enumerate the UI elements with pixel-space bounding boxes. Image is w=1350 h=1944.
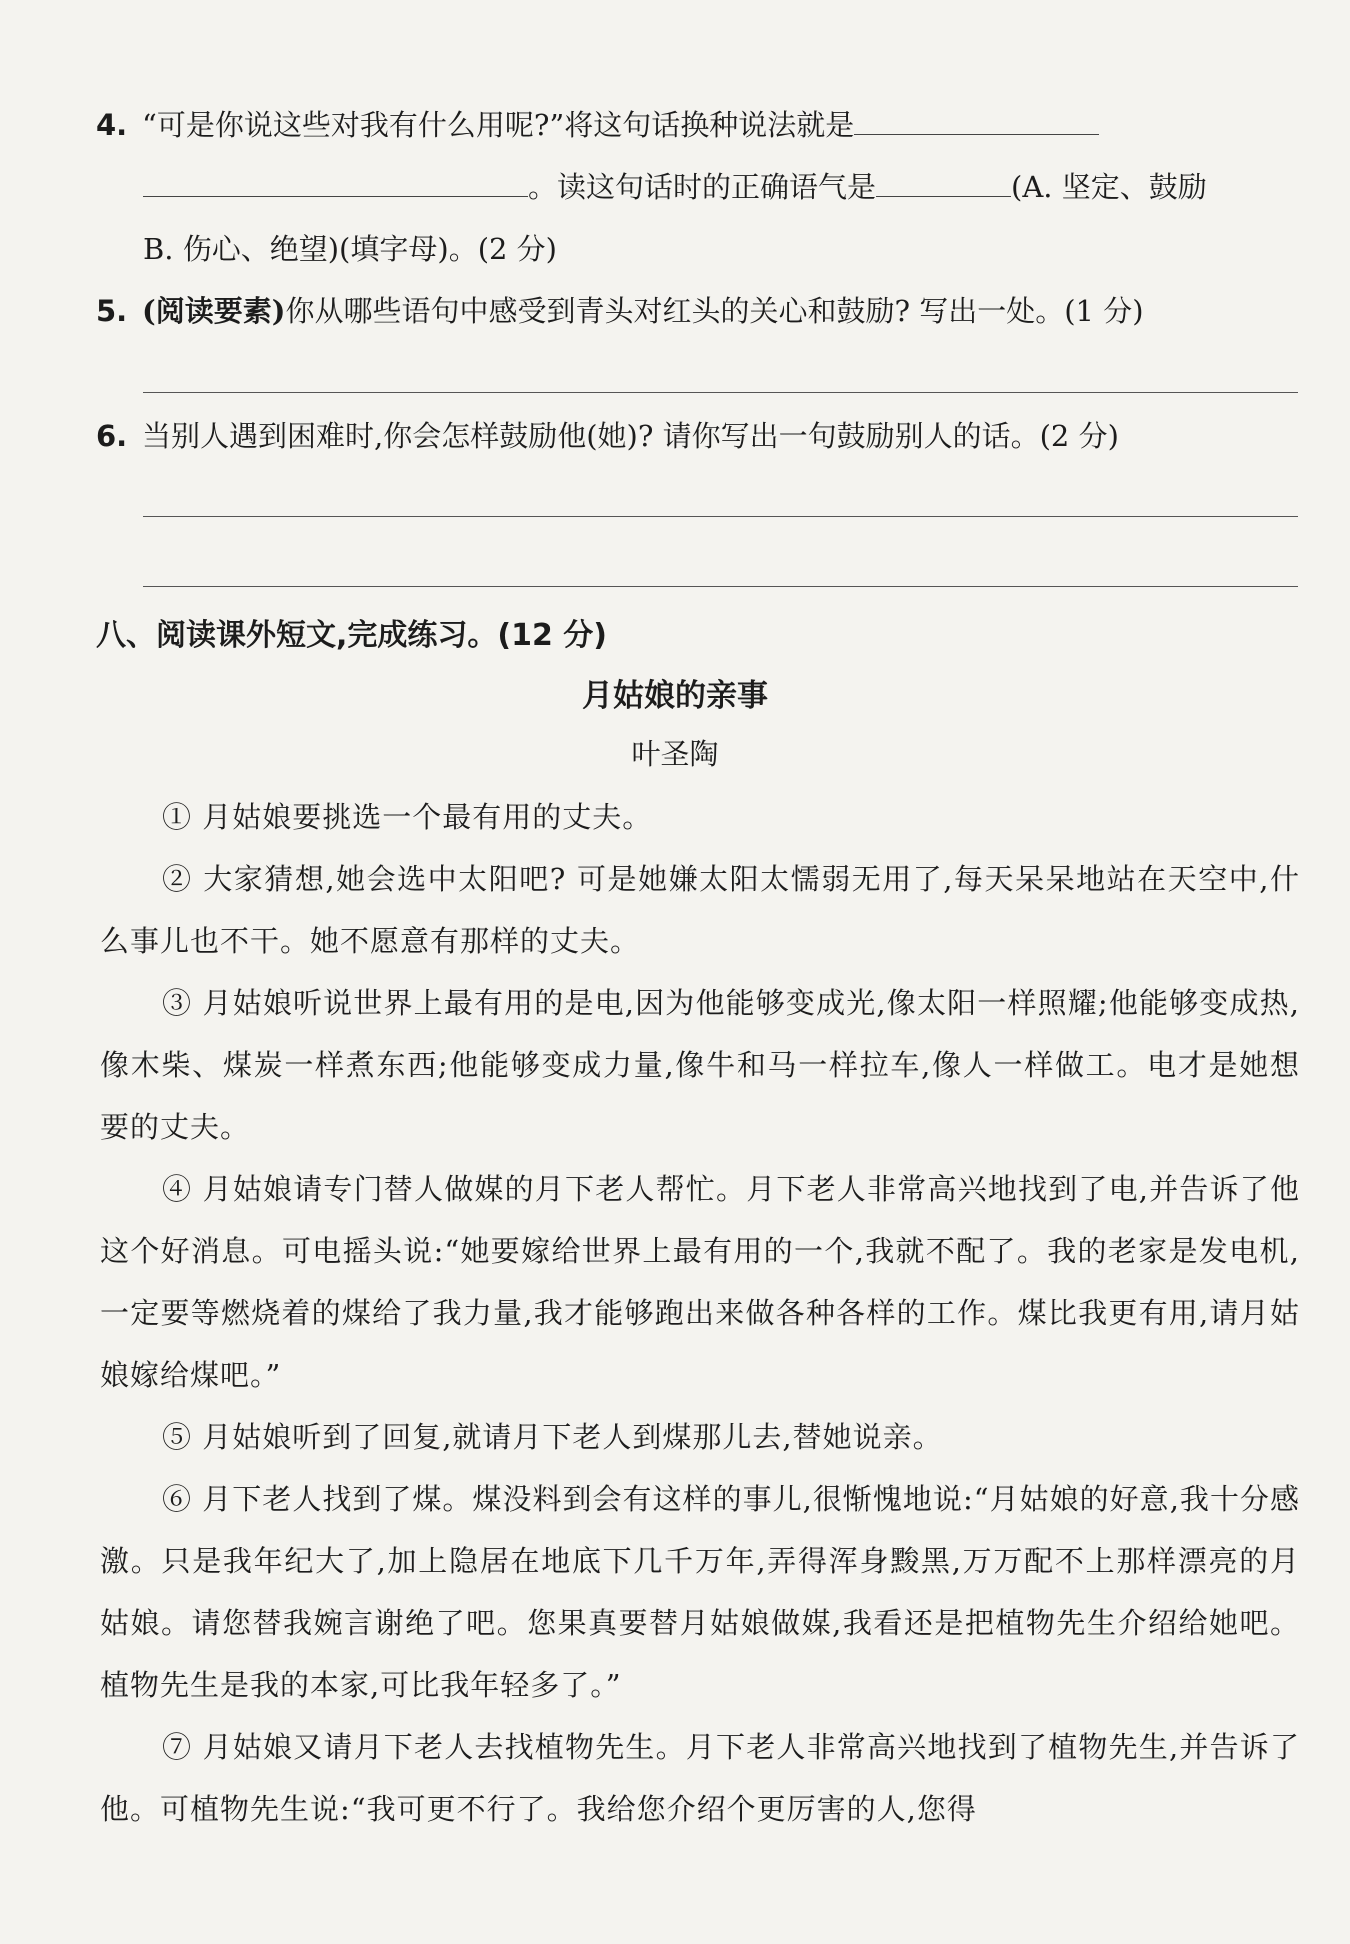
answer-line[interactable] [143, 392, 1298, 393]
answer-blank-letter[interactable] [876, 166, 1011, 197]
answer-blank[interactable] [143, 166, 528, 197]
question-5-text: 你从哪些语句中感受到青头对红头的关心和鼓励? 写出一处。(1 分) [285, 294, 1144, 328]
question-number: 4. [96, 108, 128, 142]
question-6 [96, 405, 1296, 467]
question-4-line-2 [143, 156, 1343, 218]
question-4-text: “可是你说这些对我有什么用呢?”将这句话换种说法就是 [142, 108, 855, 142]
question-4-option-b: B. 伤心、绝望)(填字母)。(2 分) [143, 232, 557, 266]
reading-element-tag: (阅读要素) [142, 294, 286, 328]
answer-blank[interactable] [854, 104, 1099, 135]
section-heading: 八、阅读课外短文,完成练习。(12 分) [96, 618, 608, 653]
paragraph-1: ① 月姑娘要挑选一个最有用的丈夫。 [162, 800, 653, 834]
question-4-line-3 [143, 218, 1343, 280]
question-4-option-a: (A. 坚定、鼓励 [1011, 170, 1207, 204]
paragraph-2: ② 大家猜想,她会选中太阳吧? 可是她嫌太阳太懦弱无用了,每天呆呆地站在天空中,什么事儿也不干。她不愿意有那样的丈夫。 [100, 862, 1300, 958]
question-number: 5. [96, 294, 128, 328]
paragraph-5: ⑤ 月姑娘听到了回复,就请月下老人到煤那儿去,替她说亲。 [162, 1420, 943, 1454]
paragraph-7: ⑦ 月姑娘又请月下老人去找植物先生。月下老人非常高兴地找到了植物先生,并告诉了他。可植物先生说:“我可更不行了。我给您介绍个更厉害的人,您得 [100, 1730, 1300, 1826]
article-author: 叶圣陶 [631, 737, 719, 771]
question-5 [96, 280, 1296, 342]
question-4-line-1 [96, 94, 1296, 156]
answer-line[interactable] [143, 586, 1298, 587]
question-4-text-2: 。读这句话时的正确语气是 [528, 170, 877, 204]
question-6-text: 当别人遇到困难时,你会怎样鼓励他(她)? 请你写出一句鼓励别人的话。(2 分) [142, 419, 1119, 453]
article-title: 月姑娘的亲事 [582, 678, 768, 714]
paragraph-4: ④ 月姑娘请专门替人做媒的月下老人帮忙。月下老人非常高兴地找到了电,并告诉了他这个好消息。可电摇头说:“她要嫁给世界上最有用的一个,我就不配了。我的老家是发电机,一定要等燃烧着的煤给了我力量,我才能够跑出来做各种各样的工作。煤比我更有用,请月姑娘嫁给煤吧。” [100, 1172, 1300, 1392]
question-number: 6. [96, 419, 128, 453]
paragraph-3: ③ 月姑娘听说世界上最有用的是电,因为他能够变成光,像太阳一样照耀;他能够变成热,像木柴、煤炭一样煮东西;他能够变成力量,像牛和马一样拉车,像人一样做工。电才是她想要的丈夫。 [100, 986, 1300, 1144]
answer-line[interactable] [143, 516, 1298, 517]
paragraph-6: ⑥ 月下老人找到了煤。煤没料到会有这样的事儿,很惭愧地说:“月姑娘的好意,我十分感激。只是我年纪大了,加上隐居在地底下几千万年,弄得浑身黢黑,万万配不上那样漂亮的月姑娘。请您替我婉言谢绝了吧。您果真要替月姑娘做媒,我看还是把植物先生介绍给她吧。植物先生是我的本家,可比我年轻多了。” [100, 1482, 1300, 1702]
